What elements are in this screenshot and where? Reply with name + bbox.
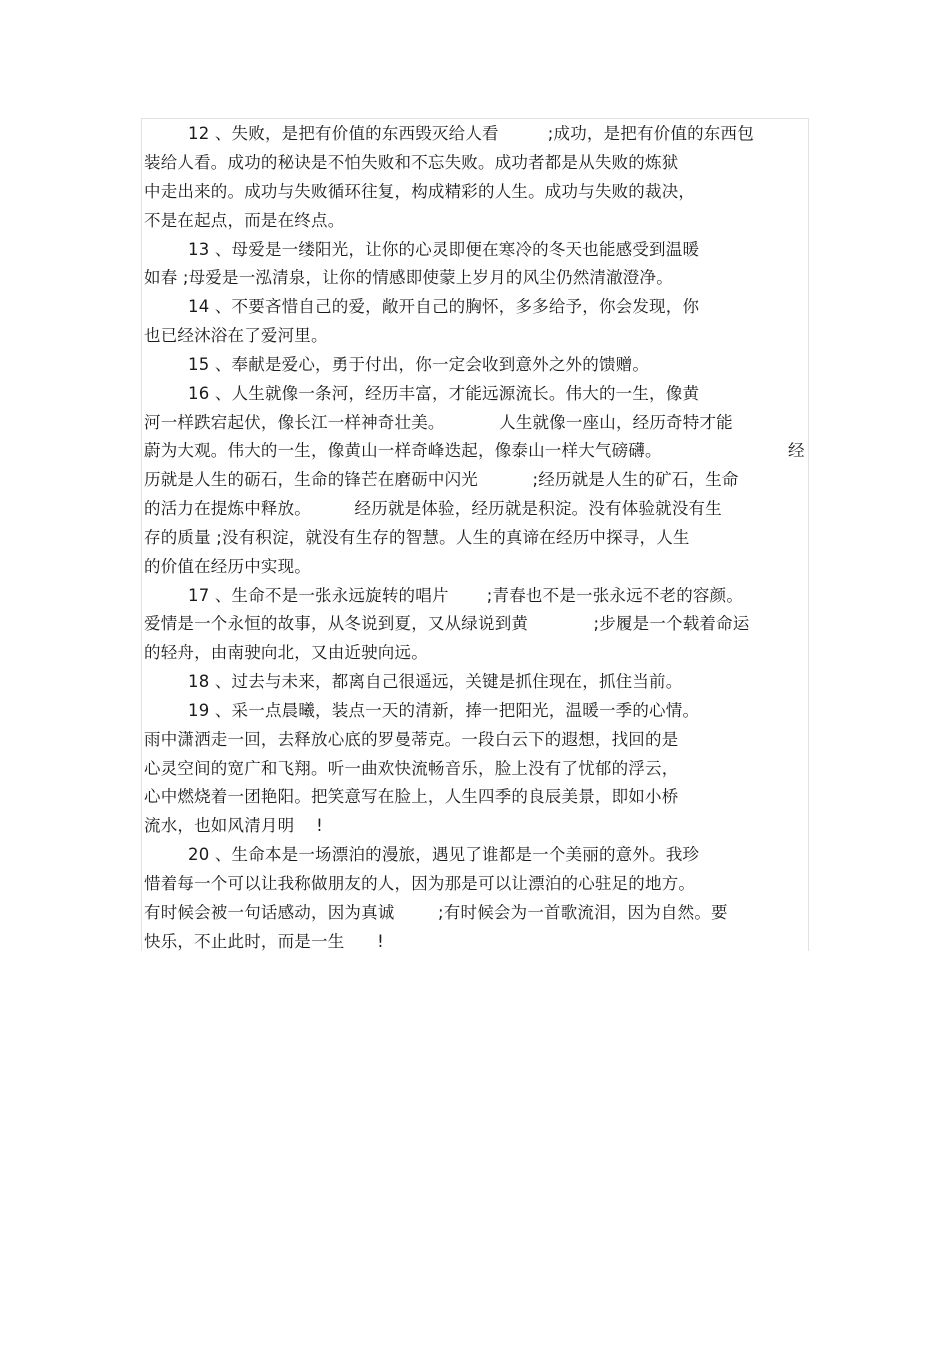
text-fragment: 经 xyxy=(788,441,805,460)
text-line: 17 、生命不是一张永远旋转的唱片 ;青春也不是一张永远不老的容颜。 xyxy=(188,586,744,605)
text-line: 雨中潇洒走一回，去释放心底的罗曼蒂克。一段白云下的遐想，找回的是 xyxy=(144,730,679,749)
text-line: 惜着每一个可以让我称做朋友的人，因为那是可以让漂泊的心驻足的地方。 xyxy=(144,874,696,893)
text-line: 16 、人生就像一条河，经历丰富，才能远源流长。伟大的一生，像黄 xyxy=(188,384,700,403)
text-line: 有时候会被一句话感动，因为真诚 ;有时候会为一首歌流泪，因为自然。要 xyxy=(144,903,728,922)
text-line: 心中燃烧着一团艳阳。把笑意写在脸上，人生四季的良辰美景，即如小桥 xyxy=(144,787,679,806)
text-line: 的轻舟，由南驶向北，又由近驶向远。 xyxy=(144,643,428,662)
text-line: 19 、采一点晨曦，装点一天的清新，捧一把阳光，温暖一季的心情。 xyxy=(188,701,700,720)
text-line: 不是在起点，而是在终点。 xyxy=(144,211,345,230)
text-line: 快乐，不止此时，而是一生 ! xyxy=(144,932,384,951)
text-line: 12 、失败，是把有价值的东西毁灭给人看 ;成功，是把有价值的东西包 xyxy=(188,124,754,143)
text-line: 14 、不要吝惜自己的爱，敞开自己的胸怀，多多给予，你会发现，你 xyxy=(188,297,700,316)
text-line: 的价值在经历中实现。 xyxy=(144,557,311,576)
text-line: 15 、奉献是爱心，勇于付出，你一定会收到意外之外的馈赠。 xyxy=(188,355,650,374)
text-line: 心灵空间的宽广和飞翔。听一曲欢快流畅音乐，脸上没有了忧郁的浮云， xyxy=(144,759,679,778)
text-line: 装给人看。成功的秘诀是不怕失败和不忘失败。成功者都是从失败的炼狱 xyxy=(144,153,679,172)
text-line: 历就是人生的砺石，生命的锋芒在磨砺中闪光 ;经历就是人生的矿石，生命 xyxy=(144,470,739,489)
text-line: 爱情是一个永恒的故事，从冬说到夏，又从绿说到黄 ;步履是一个载着命运 xyxy=(144,614,750,633)
text-line: 18 、过去与未来，都离自己很遥远，关键是抓住现在，抓住当前。 xyxy=(188,672,683,691)
text-line: 也已经沐浴在了爱河里。 xyxy=(144,326,328,345)
text-line: 中走出来的。成功与失败循环往复，构成精彩的人生。成功与失败的裁决， xyxy=(144,182,696,201)
text-line: 流水，也如风清月明 ! xyxy=(144,816,323,835)
text-line: 20 、生命本是一场漂泊的漫旅，遇见了谁都是一个美丽的意外。我珍 xyxy=(188,845,700,864)
text-line: 13 、母爱是一缕阳光，让你的心灵即便在寒冷的冬天也能感受到温暖 xyxy=(188,240,700,259)
text-line: 河一样跌宕起伏，像长江一样神奇壮美。 人生就像一座山，经历奇特才能 xyxy=(144,413,733,432)
text-line: 存的质量 ;没有积淀，就没有生存的智慧。人生的真谛在经历中探寻，人生 xyxy=(144,528,690,547)
text-line: 如春 ;母爱是一泓清泉，让你的情感即使蒙上岁月的风尘仍然清澈澄净。 xyxy=(144,268,673,287)
text-line: 蔚为大观。伟大的一生，像黄山一样奇峰迭起，像泰山一样大气磅礴。 xyxy=(144,441,662,460)
text-line: 的活力在提炼中释放。 经历就是体验，经历就是积淀。没有体验就没有生 xyxy=(144,499,722,518)
